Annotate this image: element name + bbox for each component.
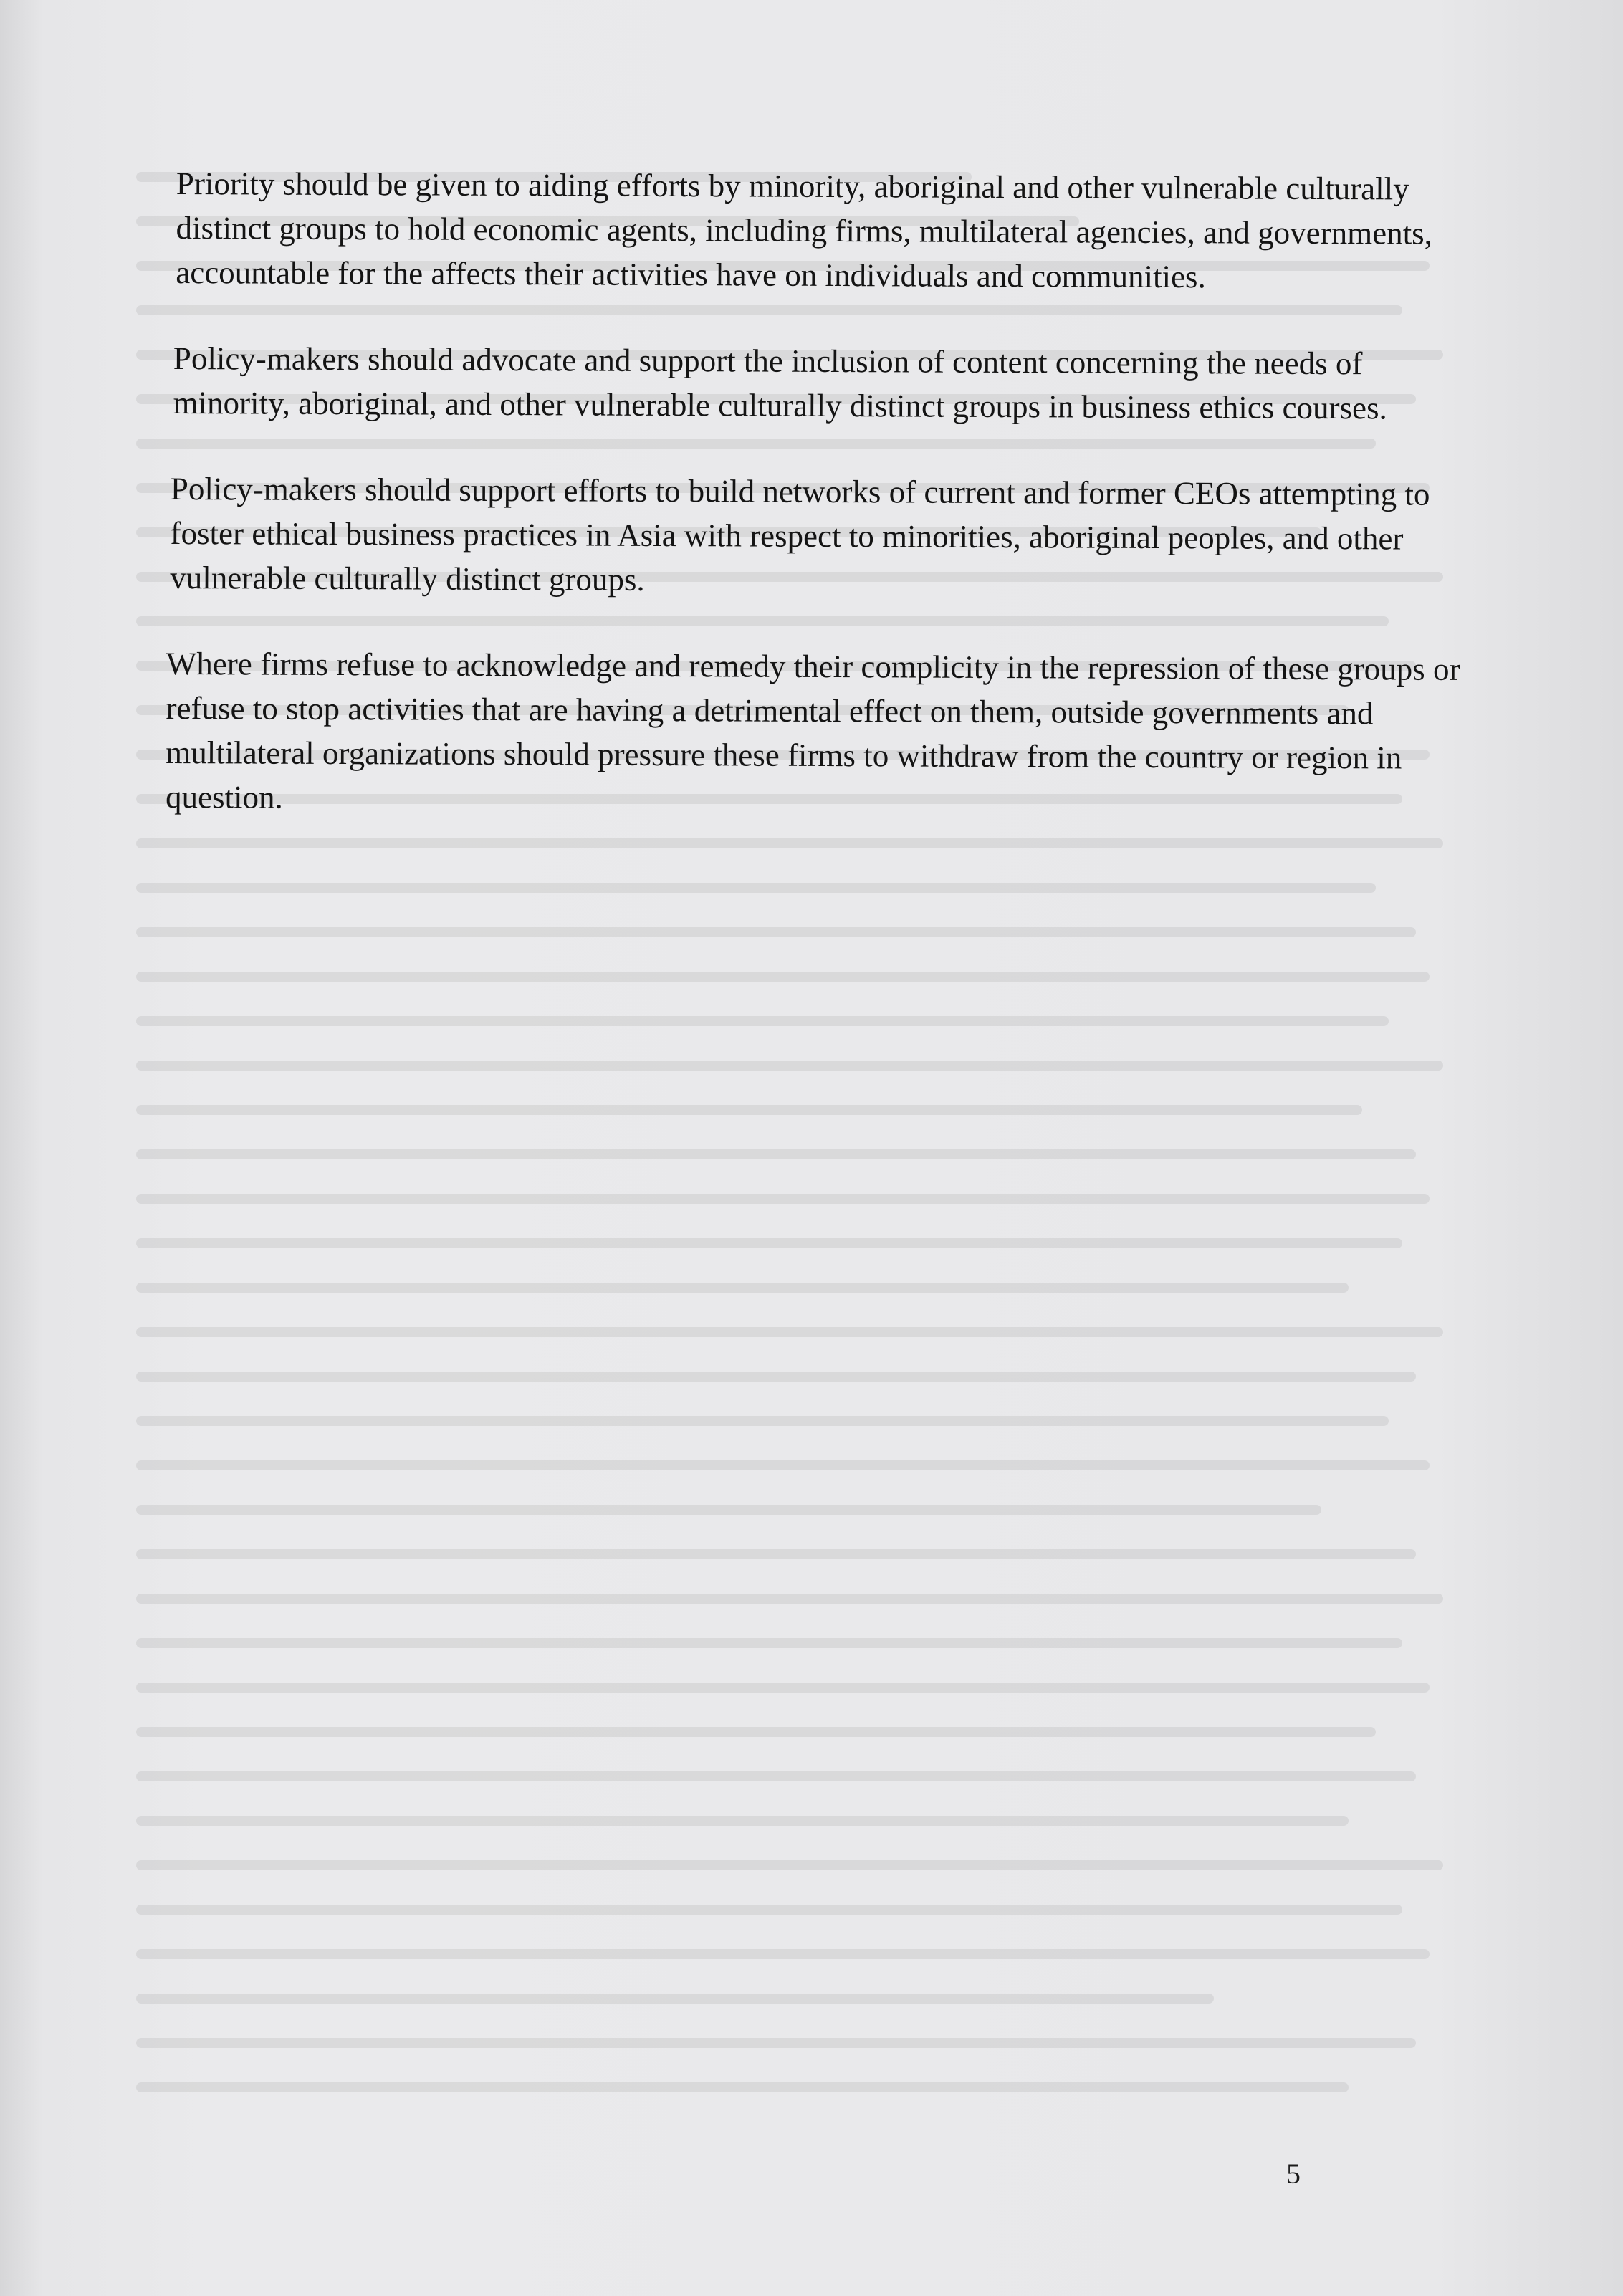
paragraph-3: Policy-makers should support efforts to build networks of current and former CEOs attempting to foster ethical business practices in Asia with respect to minorities, aboriginal peoples, and other vulnerable culturally distinct groups. bbox=[170, 470, 1430, 598]
body-text bbox=[165, 161, 1476, 861]
paragraph-4: Where firms refuse to acknowledge and remedy their complicity in the repression of these groups or refuse to stop activities that are having a detrimental effect on them, outside governments and multilateral organizations should pressure these firms to withdraw from the country or region in question. bbox=[165, 645, 1460, 815]
paragraph-1: Priority should be given to aiding efforts by minority, aboriginal and other vulnerable culturally distinct groups to hold economic agents, including firms, multilateral agencies, and governments, accountable for the affects their activities have on individuals and communities. bbox=[176, 165, 1433, 295]
paragraph-2: Policy-makers should advocate and support the inclusion of content concerning the needs of minority, aboriginal, and other vulnerable culturally distinct groups in business ethics courses. bbox=[173, 340, 1387, 426]
page-number: 5 bbox=[1286, 2158, 1301, 2190]
